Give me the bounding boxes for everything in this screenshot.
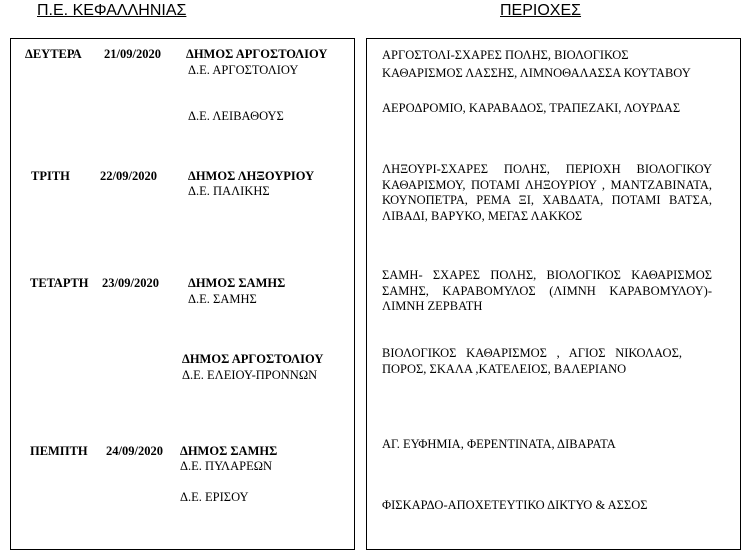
municipality-label: ΔΗΜΟΣ ΑΡΓΟΣΤΟΛΙΟΥ	[182, 352, 324, 366]
date-label: 21/09/2020	[104, 47, 161, 61]
municipal-unit-label: Δ.Ε. ΕΛΕΙΟΥ-ΠΡΟΝΝΩΝ	[182, 368, 318, 382]
municipal-unit-label: Δ.Ε. ΠΑΛΙΚΗΣ	[188, 184, 270, 198]
date-label: 24/09/2020	[106, 444, 163, 458]
day-label: ΤΕΤΑΡΤΗ	[30, 276, 89, 290]
areas-line: ΚΑΘΑΡΙΣΜΟΣ ΛΑΣΣΗΣ, ΛΙΜΝΟΘΑΛΑΣΣΑ ΚΟΥΤΑΒΟΥ	[382, 65, 691, 80]
day-label: ΠΕΜΠΤΗ	[30, 444, 88, 458]
areas-text: ΑΕΡΟΔΡΟΜΙΟ, ΚΑΡΑΒΑΔΟΣ, ΤΡΑΠΕΖΑΚΙ, ΛΟΥΡΔΑΣ	[382, 101, 681, 115]
areas-line: ΑΡΓΟΣΤΟΛΙ-ΣΧΑΡΕΣ ΠΟΛΗΣ, ΒΙΟΛΟΓΙΚΟΣ	[382, 48, 629, 62]
areas-text: ΦΙΣΚΑΡΔΟ-ΑΠΟΧΕΤΕΥΤΙΚΟ ΔΙΚΤΥΟ & ΑΣΣΟΣ	[382, 498, 648, 512]
day-label: ΤΡΙΤΗ	[31, 169, 70, 183]
municipal-unit-label: Δ.Ε. ΠΥΛΑΡΕΩΝ	[180, 459, 273, 473]
municipality-label: ΔΗΜΟΣ ΣΑΜΗΣ	[188, 276, 286, 290]
municipal-unit-label: Δ.Ε. ΣΑΜΗΣ	[188, 292, 257, 306]
date-label: 22/09/2020	[100, 169, 157, 183]
areas-text: ΑΓ. ΕΥΦΗΜΙΑ, ΦΕΡΕΝΤΙΝΑΤΑ, ΔΙΒΑΡΑΤΑ	[382, 437, 616, 451]
areas-text	[382, 48, 712, 81]
areas-text: ΣΑΜΗ- ΣΧΑΡΕΣ ΠΟΛΗΣ, ΒΙΟΛΟΓΙΚΟΣ ΚΑΘΑΡΙΣΜΟΣ ΣΑΜΗΣ, ΚΑΡΑΒΟΜΥΛΟΣ (ΛΙΜΝΗ ΚΑΡΑΒΟΜΥΛΟΥ)-ΛΙΜΝΗ ΖΕΡΒΑΤΗ	[382, 268, 712, 313]
areas-text: ΒΙΟΛΟΓΙΚΟΣ ΚΑΘΑΡΙΣΜΟΣ , ΑΓΙΟΣ ΝΙΚΟΛΑΟΣ, ΠΟΡΟΣ, ΣΚΑΛΑ ,ΚΑΤΕΛΕΙΟΣ, ΒΑΛΕΡΙΑΝΟ	[382, 346, 682, 376]
day-label: ΔΕΥΤΕΡΑ	[25, 47, 82, 61]
regional-unit-title: Π.Ε. ΚΕΦΑΛΛΗΝΙΑΣ	[37, 2, 187, 19]
date-label: 23/09/2020	[102, 276, 159, 290]
municipality-label: ΔΗΜΟΣ ΑΡΓΟΣΤΟΛΙΟΥ	[186, 47, 328, 61]
municipal-unit-label: Δ.Ε. ΑΡΓΟΣΤΟΛΙΟΥ	[188, 63, 299, 77]
municipal-unit-label: Δ.Ε. ΕΡΙΣΟΥ	[180, 490, 249, 504]
areas-title: ΠΕΡΙΟΧΕΣ	[500, 2, 582, 19]
municipality-label: ΔΗΜΟΣ ΣΑΜΗΣ	[180, 444, 278, 458]
areas-text: ΛΗΞΟΥΡΙ-ΣΧΑΡΕΣ ΠΟΛΗΣ, ΠΕΡΙΟΧΗ ΒΙΟΛΟΓΙΚΟΥ ΚΑΘΑΡΙΣΜΟΥ, ΠΟΤΑΜΙ ΛΗΞΟΥΡΙΟΥ , ΜΑΝΤΖΑΒΙΝΑΤΑ, ΚΟΥΝΟΠΕΤΡΑ, ΡΕΜΑ ΞΙ, ΧΑΒΔΑΤΑ, ΠΟΤΑΜΙ ΒΑΤΣΑ, ΛΙΒΑΔΙ, ΒΑΡΥΚΟ, ΜΕΓΑΣ ΛΑΚΚΟΣ	[382, 162, 712, 223]
municipality-label: ΔΗΜΟΣ ΛΗΞΟΥΡΙΟΥ	[188, 169, 315, 183]
municipal-unit-label: Δ.Ε. ΛΕΙΒΑΘΟΥΣ	[188, 109, 284, 123]
